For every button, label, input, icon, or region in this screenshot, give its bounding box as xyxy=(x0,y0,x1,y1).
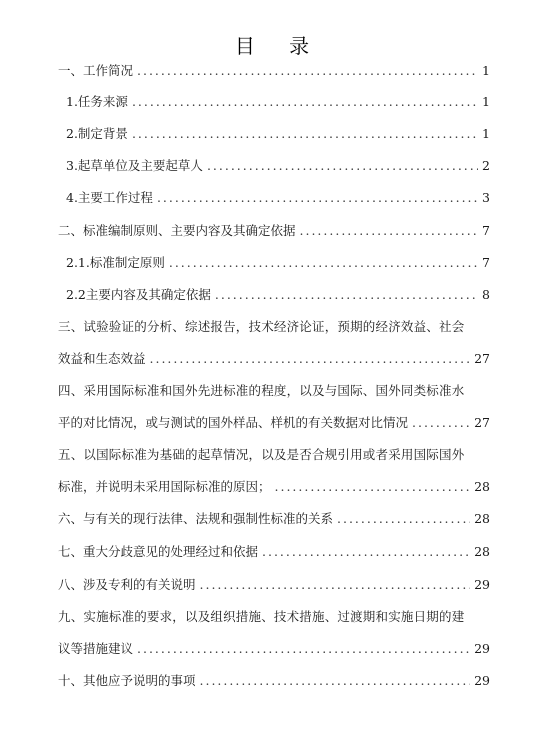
toc-entry[interactable] xyxy=(58,539,490,561)
toc-entry[interactable] xyxy=(58,410,490,432)
toc-entry[interactable] xyxy=(66,89,490,111)
toc-page-number: 28 xyxy=(474,544,490,559)
toc-page-number: 29 xyxy=(474,673,490,688)
toc-page-number: 7 xyxy=(482,223,490,238)
toc-leader-dots xyxy=(412,414,470,432)
toc-leader-dots xyxy=(150,350,471,368)
toc-entry-text: 2.制定背景 xyxy=(66,126,128,141)
toc-entry-text: 八、涉及专利的有关说明 xyxy=(58,577,196,592)
toc-entry[interactable] xyxy=(58,314,490,336)
toc-entry-text: 二、标准编制原则、主要内容及其确定依据 xyxy=(58,223,296,238)
toc-entry-text: 七、重大分歧意见的处理经过和依据 xyxy=(58,544,259,559)
toc-entry-text: 3.起草单位及主要起草人 xyxy=(66,158,203,173)
toc-leader-dots xyxy=(157,189,478,207)
toc-entry-text: 十、其他应予说明的事项 xyxy=(58,673,196,688)
toc-entry[interactable] xyxy=(66,153,490,175)
toc-entry[interactable] xyxy=(66,121,490,143)
toc-entry[interactable] xyxy=(58,572,490,594)
toc-entry[interactable] xyxy=(66,282,490,304)
toc-entry-text: 4.主要工作过程 xyxy=(66,190,153,205)
toc-entry[interactable] xyxy=(58,636,490,658)
toc-page-number: 1 xyxy=(482,63,490,78)
toc-entry[interactable] xyxy=(58,378,490,400)
toc-leader-dots xyxy=(200,672,471,690)
toc-entry-text: 平的对比情况，或与测试的国外样品、样机的有关数据对比情况 xyxy=(58,415,409,430)
toc-entry[interactable] xyxy=(58,442,490,464)
toc-leader-dots xyxy=(169,254,478,272)
toc-leader-dots xyxy=(337,510,470,528)
toc-entry-text: 九、实施标准的要求，以及组织措施、技术措施、过渡期和实施日期的建 xyxy=(58,609,465,624)
toc-page-number: 2 xyxy=(482,158,490,173)
toc-entry[interactable] xyxy=(58,58,490,80)
toc-page-number: 1 xyxy=(482,94,490,109)
toc-entry-text: 议等措施建议 xyxy=(58,641,134,656)
toc-entry[interactable] xyxy=(58,668,490,690)
toc-page-number: 28 xyxy=(474,479,490,494)
toc-page-number: 1 xyxy=(482,126,490,141)
toc-page-number: 29 xyxy=(474,641,490,656)
toc-entry[interactable] xyxy=(58,604,490,626)
toc-entry[interactable] xyxy=(58,346,490,368)
toc-leader-dots xyxy=(300,222,478,240)
toc-entry-text: 标准，并说明未采用国际标准的原因； xyxy=(58,479,271,494)
toc-page-number: 27 xyxy=(474,415,490,430)
toc-page-number: 7 xyxy=(482,255,490,270)
toc-entry-text: 2.1.标准制定原则 xyxy=(66,255,165,270)
toc-entry-text: 效益和生态效益 xyxy=(58,351,146,366)
toc-entry[interactable] xyxy=(58,506,490,528)
toc-entry[interactable] xyxy=(58,218,490,240)
toc-leader-dots xyxy=(262,543,470,561)
toc-page-number: 8 xyxy=(482,287,490,302)
toc-page-number: 3 xyxy=(482,190,490,205)
toc-entry-text: 2.2主要内容及其确定依据 xyxy=(66,287,211,302)
toc-leader-dots xyxy=(137,640,470,658)
toc-leader-dots xyxy=(275,478,471,496)
toc-page-number: 27 xyxy=(474,351,490,366)
toc-entry-text: 一、工作简况 xyxy=(58,63,134,78)
toc-entry-text: 五、以国际标准为基础的起草情况，以及是否合规引用或者采用国际国外 xyxy=(58,447,465,462)
toc-entry-text: 1.任务来源 xyxy=(66,94,128,109)
toc-leader-dots xyxy=(137,62,478,80)
toc-entry[interactable] xyxy=(58,474,490,496)
toc-leader-dots xyxy=(132,125,478,143)
toc-leader-dots xyxy=(207,157,478,175)
toc-leader-dots xyxy=(200,576,471,594)
toc-entry-text: 六、与有关的现行法律、法规和强制性标准的关系 xyxy=(58,511,334,526)
toc-entry-text: 四、采用国际标准和国外先进标准的程度，以及与国际、国外同类标准水 xyxy=(58,383,465,398)
toc-leader-dots xyxy=(215,286,478,304)
toc-entry[interactable] xyxy=(66,250,490,272)
toc-entry-text: 三、试验验证的分析、综述报告，技术经济论证，预期的经济效益、社会 xyxy=(58,319,465,334)
page-title: 目 录 xyxy=(234,34,324,58)
toc-leader-dots xyxy=(132,93,478,111)
toc-page-number: 29 xyxy=(474,577,490,592)
toc-page-number: 28 xyxy=(474,511,490,526)
toc-entry[interactable] xyxy=(66,185,490,207)
